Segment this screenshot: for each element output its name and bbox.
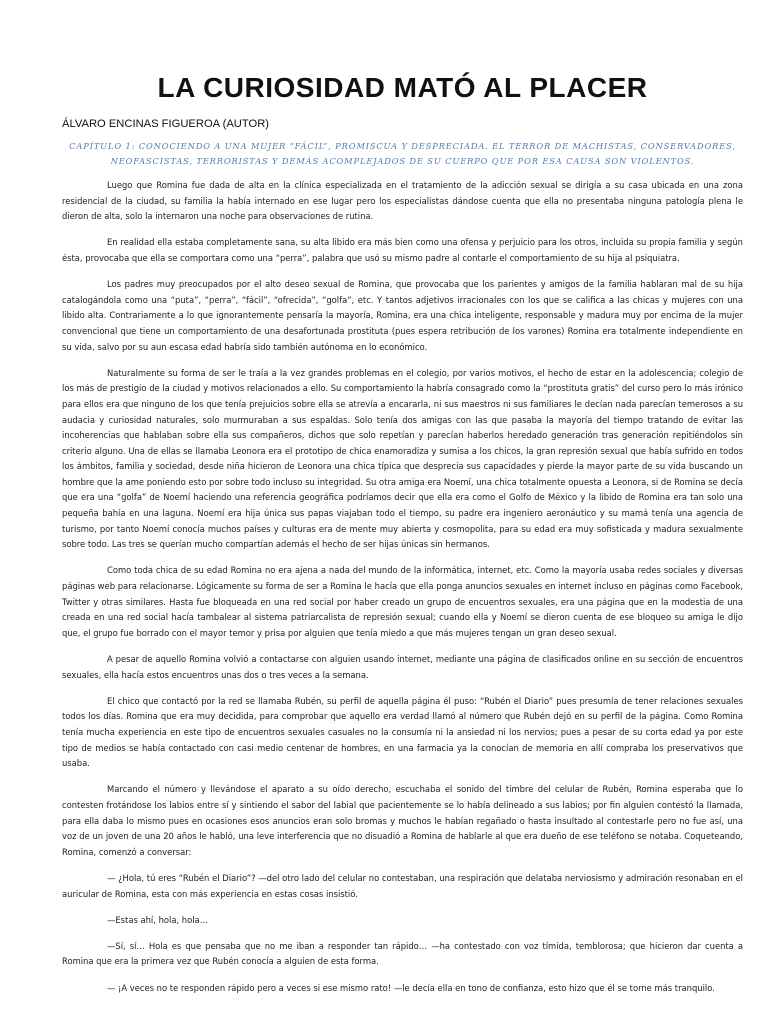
document-body — [62, 178, 743, 996]
document-author: ÁLVARO ENCINAS FIGUEROA (AUTOR) — [62, 118, 269, 130]
paragraph: Los padres muy preocupados por el alto deseo sexual de Romina, que provocaba que los parientes y amigos de la familia hablaran mal de su hija catalogándola como una “puta”, “perra”, “fácil”, “ofrecida”, “golfa”, etc. Y tantos adjetivos irracionales con los que se califica a las chicas y mujeres con una libido alta. Contrariamente a lo que ignorantemente pensaría la mayoría, Romina, era una chica inteligente, responsable y madura muy por encima de la mujer convencional que tiene un comportamiento de una desafortunada prostituta (pues espera retribución de los varones) Romina era totalmente independiente en su vida, salvo por su aun escasa edad habría sido también autónoma en lo económico. — [62, 279, 743, 352]
chapter-heading: CAPÍTULO 1: CONOCIENDO A UNA MUJER “FÁCIL”, PROMISCUA Y DESPRECIADA. EL TERROR DE MACHISTAS, CONSERVADORES, NEOFASCISTAS, TERRORISTAS Y DEMÁS ACOMPLEJADOS DE SU CUERPO QUE POR ESA CAUSA SON VIOLENTOS. — [69, 141, 736, 166]
paragraph: Marcando el número y llevándose el aparato a su oído derecho, escuchaba el sonido del timbre del celular de Rubén, Romina esperaba que lo contesten frotándose los labios entre sí y sintiendo el sabor del labial que pacientemente se lo había delineado a sus labios; por fin alguien contestó la llamada, para ella daba lo mismo pues en ocasiones esos anuncios eran solo bromas y muchos le habían regañado o hasta insultado al contestarle pero no fue así, una voz de un joven de una 20 años le habló, una leve interferencia que no disuadió a Romina de hablarle al que era dueño de ese teléfono se notaba. Coqueteando, Romina, comenzó a conversar: — [62, 784, 743, 857]
paragraph: Como toda chica de su edad Romina no era ajena a nada del mundo de la informática, internet, etc. Como la mayoría usaba redes sociales y diversas páginas web para relacionarse. Lógicamente su forma de ser a Romina le hacía que ella ponga anuncios sexuales en internet incluso en páginas como Facebook, Twitter y otras similares. Hasta fue bloqueada en una red social por haber creado un grupo de encuentros sexuales, era una página que en la modestia de una creada en una red social hacía tambalear al sistema patriarcalista de represión sexual; cuando ella y Noemí se dieron cuenta de ese bloqueo su amiga le dijo que, el grupo fue borrado con el mayor temor y prisa por alguien que tenía miedo a que más mujeres tengan un gran deseo sexual. — [62, 565, 743, 638]
dialogue-paragraph: —Sí, sí… Hola es que pensaba que no me iban a responder tan rápido… —ha contestado con voz tímida, temblorosa; que hicieron dar cuenta a Romina que era la primera vez que Rubén conocía a alguien de esta forma. — [62, 940, 743, 967]
paragraph: El chico que contactó por la red se llamaba Rubén, su perfil de aquella página él puso: “Rubén el Diario” pues presumía de tener relaciones sexuales todos los días. Romina que era muy decidida, para comprobar que aquello era verdad llamó al número que Rubén dejó en su perfil de la página. Como Romina tenía mucha experiencia en este tipo de encuentros sexuales casuales no la consumía ni la ansiedad ni los nervios; pues a pesar de su corta edad ya por este tipo de medios se había contactado con casi medio centenar de hombres, en una farmacia ya la conocían de memoria en allí compraba los preservativos que usaba. — [62, 695, 743, 769]
paragraph: A pesar de aquello Romina volvió a contactarse con alguien usando internet, mediante una página de clasificados online en su sección de encuentros sexuales, ella hacía estos encuentros unas dos o tres veces a la semana. — [62, 654, 743, 680]
dialogue-paragraph: — ¡A veces no te responden rápido pero a veces si ese mismo rato! —le decía ella en tono de confianza, esto hizo que él se torne más tranquilo. — [107, 982, 715, 993]
paragraph: En realidad ella estaba completamente sana, su alta libido era más bien como una ofensa y perjuicio para los otros, incluida su propia familia y según ésta, provocaba que ella se comportara como una “perra”, palabra que usó su mismo padre al contarle el comportamiento de su hija al psiquiatra. — [62, 237, 743, 263]
document-title: LA CURIOSIDAD MATÓ AL PLACER — [157, 72, 648, 103]
paragraph: Luego que Romina fue dada de alta en la clínica especializada en el tratamiento de la adicción sexual se dirigía a su casa ubicada en una zona residencial de la ciudad, su familia la había internado en ese lugar pero los especialistas dándose cuenta que ella no presentaba ninguna patología plena le dieron de alta, solo la internaron una noche para observaciones de rutina. — [62, 180, 743, 222]
dialogue-paragraph: —Estas ahí, hola, hola… — [107, 914, 209, 925]
dialogue-paragraph: — ¿Hola, tú eres “Rubén el Diario”? —del otro lado del celular no contestaban, una respiración que delataba nerviosismo y admiración resonaban en el auricular de Romina, esta con más experiencia en estas cosas insistió. — [62, 872, 743, 899]
paragraph: Naturalmente su forma de ser le traía a la vez grandes problemas en el colegio, por varios motivos, el hecho de estar en la adolescencia; colegio de los más de prestigio de la ciudad y motivos relacionados a ello. Su comportamiento la habría consagrado como la “prostituta gratis” del curso pero lo más irónico para ellos era que ninguno de los que tenía prejuicios sobre ella se atrevía a encararla, ni sus maestros ni sus familiares le decían nada parecían temerosos a su audacia y curiosidad naturales, solo murmuraban a sus espaldas. Solo tenía dos amigas con las que pasaba la mayoría del tiempo tratando de evitar las incoherencias que hablaban sobre ella sus compañeros, dichos que solo repetían y parecían haberlos heredado generación tras generación repitiéndolos sin criterio alguno. Una de ellas se llamaba Leonora era el prototipo de chica enamoradiza y sumisa a los chicos, la gran represión sexual que había sufrido en todos los ámbitos, familia y sociedad, desde niña hicieron de Leonora una chica típica que desprecia sus capacidades y pierde la mayor parte de su vida buscando un hombre que la ame poniendo esto por sobre todo incluso su integridad. Su otra amiga era Noemí, una chica totalmente opuesta a Leonora, si de Romina se decía que era una “golfa” de Noemí haciendo una referencia geográfica podríamos decir que ella era como el Golfo de México y la libido de Romina era tan solo una pequeña bahía en una laguna. Noemí era hija única sus papas viajaban todo el tiempo, su padre era ingeniero aeronáutico y su mamá tenía una agencia de turismo, por tanto Noemí conocía muchos países y culturas era de mente muy abierta y cosmopolita, para su edad era muy sofisticada y madura sexualmente sobre todo. Las tres se querían mucho compartían además el hecho de ser hijas únicas sin hermanos. — [62, 367, 743, 550]
